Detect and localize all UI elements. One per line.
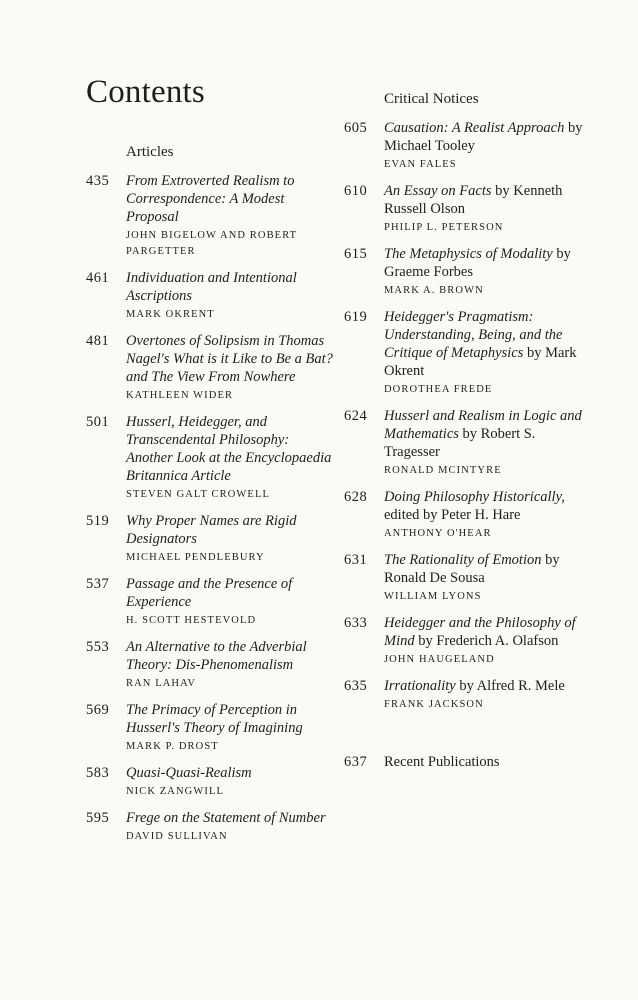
toc-entry[interactable] — [344, 677, 594, 713]
entry-author: WILLIAM LYONS — [384, 591, 482, 602]
book-author: edited by Peter H. Hare — [384, 507, 521, 523]
page-number: 637 — [344, 754, 368, 770]
entry-title — [384, 182, 594, 218]
entry-body — [384, 488, 594, 542]
notices-column — [344, 90, 594, 771]
article-title: Frege on the Statement of Number — [126, 810, 326, 826]
article-title: Individuation and Intentional Ascriptions — [126, 270, 297, 304]
entry-author: JOHN HAUGELAND — [384, 654, 495, 665]
article-title: Husserl, Heidegger, and Transcendental Philosophy: Another Look at the Encyclopaedia Britannica Article — [126, 414, 332, 484]
articles-heading: Articles — [126, 144, 174, 160]
page-number: 628 — [344, 489, 368, 505]
entry-body — [126, 269, 336, 323]
entry-author: RAN LAHAV — [126, 678, 197, 689]
book-author: by Robert S. Tragesser — [384, 426, 536, 460]
entry-title — [384, 614, 594, 650]
entry-title — [384, 407, 594, 461]
toc-entry[interactable] — [86, 269, 336, 323]
book-author: by Alfred R. Mele — [455, 678, 565, 694]
book-title: The Rationality of Emotion — [384, 552, 542, 568]
entry-author: FRANK JACKSON — [384, 699, 484, 710]
toc-entry[interactable] — [344, 488, 594, 542]
entry-body — [384, 308, 594, 398]
entry-body — [126, 172, 336, 260]
book-title: An Essay on Facts — [384, 183, 492, 199]
entry-title — [126, 809, 336, 827]
entry-title — [384, 245, 594, 281]
entry-author: MARK P. DROST — [126, 741, 219, 752]
page-number: 610 — [344, 183, 368, 199]
entry-body — [384, 119, 594, 173]
entry-author: EVAN FALES — [384, 159, 457, 170]
page-number: 595 — [86, 810, 110, 826]
entry-author: RONALD MCINTYRE — [384, 465, 502, 476]
page-number: 553 — [86, 639, 110, 655]
book-author: by Mark Okrent — [384, 345, 577, 379]
entry-body — [126, 575, 336, 629]
book-author: by Michael Tooley — [384, 120, 583, 154]
toc-entry[interactable] — [86, 575, 336, 629]
entry-author: DAVID SULLIVAN — [126, 831, 228, 842]
toc-entry[interactable] — [86, 512, 336, 566]
entry-author: ANTHONY O'HEAR — [384, 528, 492, 539]
entry-title — [126, 332, 336, 386]
page-number: 635 — [344, 678, 368, 694]
entry-author: MARK A. BROWN — [384, 285, 484, 296]
article-title: The Primacy of Perception in Husserl's Theory of Imagining — [126, 702, 303, 736]
entry-body — [384, 614, 594, 668]
article-title: Quasi-Quasi-Realism — [126, 765, 252, 781]
recent-publications-label: Recent Publications — [384, 754, 500, 770]
book-title: Heidegger's Pragmatism: Understanding, Being, and the Critique of Metaphysics — [384, 309, 563, 361]
page-number: 583 — [86, 765, 110, 781]
article-title: Overtones of Solipsism in Thomas Nagel's What is it Like to Be a Bat? and The View From Nowhere — [126, 333, 333, 385]
entry-body — [126, 332, 336, 404]
book-title: Irrationality — [384, 678, 456, 694]
book-title: Heidegger and the Philosophy of Mind — [384, 615, 576, 649]
toc-entry[interactable] — [344, 407, 594, 479]
toc-entry[interactable] — [344, 614, 594, 668]
articles-list — [86, 172, 336, 845]
entry-title — [126, 172, 336, 226]
recent-publications-entry[interactable] — [344, 753, 594, 771]
entry-title — [384, 488, 594, 524]
book-title: Causation: A Realist Approach — [384, 120, 565, 136]
entry-title — [384, 551, 594, 587]
article-title: An Alternative to the Adverbial Theory: Dis-Phenomenalism — [126, 639, 307, 673]
page-number: 633 — [344, 615, 368, 631]
entry-body — [126, 701, 336, 755]
toc-entry[interactable] — [86, 413, 336, 503]
entry-body — [126, 764, 336, 800]
entry-author: PHILIP L. PETERSON — [384, 222, 504, 233]
toc-entry[interactable] — [86, 638, 336, 692]
toc-entry[interactable] — [344, 308, 594, 398]
entry-title — [126, 701, 336, 737]
entry-body — [384, 551, 594, 605]
entry-body — [384, 677, 594, 713]
page-number: 481 — [86, 333, 110, 349]
book-author: by Graeme Forbes — [384, 246, 571, 280]
toc-entry[interactable] — [86, 701, 336, 755]
entry-title — [126, 413, 336, 485]
toc-entry[interactable] — [344, 182, 594, 236]
entry-body — [384, 245, 594, 299]
page-title: Contents — [86, 74, 205, 110]
entry-title — [126, 638, 336, 674]
entry-author: NICK ZANGWILL — [126, 786, 224, 797]
page-number: 615 — [344, 246, 368, 262]
page-number: 461 — [86, 270, 110, 286]
page-number: 624 — [344, 408, 368, 424]
page-number: 519 — [86, 513, 110, 529]
page-number: 501 — [86, 414, 110, 430]
page-number: 435 — [86, 173, 110, 189]
entry-title — [384, 119, 594, 155]
page-number: 619 — [344, 309, 368, 325]
notices-heading: Critical Notices — [384, 91, 479, 107]
entry-title — [126, 764, 336, 782]
toc-entry[interactable] — [86, 172, 336, 260]
book-title: Husserl and Realism in Logic and Mathematics — [384, 408, 582, 442]
article-title: Passage and the Presence of Experience — [126, 576, 293, 610]
entry-title — [126, 269, 336, 305]
toc-entry[interactable] — [344, 119, 594, 173]
article-title: Why Proper Names are Rigid Designators — [126, 513, 297, 547]
entry-title — [384, 677, 594, 695]
entry-author: KATHLEEN WIDER — [126, 390, 234, 401]
book-title: Doing Philosophy Historically, — [384, 489, 565, 505]
entry-body — [384, 182, 594, 236]
articles-column — [86, 143, 336, 854]
page-number: 569 — [86, 702, 110, 718]
book-author: by Frederich A. Olafson — [414, 633, 559, 649]
entry-author: MARK OKRENT — [126, 309, 215, 320]
notices-list — [344, 119, 594, 713]
toc-entry[interactable] — [86, 809, 336, 845]
toc-entry[interactable] — [86, 332, 336, 404]
page-number: 605 — [344, 120, 368, 136]
entry-title — [126, 575, 336, 611]
entry-body — [126, 638, 336, 692]
entry-body — [126, 413, 336, 503]
entry-title — [126, 512, 336, 548]
page-number: 631 — [344, 552, 368, 568]
entry-author: JOHN BIGELOW AND ROBERT PARGETTER — [126, 230, 297, 257]
page-number: 537 — [86, 576, 110, 592]
toc-entry[interactable] — [86, 764, 336, 800]
book-author: by Kenneth Russell Olson — [384, 183, 563, 217]
entry-author: STEVEN GALT CROWELL — [126, 489, 270, 500]
entry-title — [384, 308, 594, 380]
book-title: The Metaphysics of Modality — [384, 246, 553, 262]
article-title: From Extroverted Realism to Correspondence: A Modest Proposal — [126, 173, 295, 225]
entry-body — [126, 809, 336, 845]
entry-body — [126, 512, 336, 566]
entry-author: MICHAEL PENDLEBURY — [126, 552, 265, 563]
entry-author: H. SCOTT HESTEVOLD — [126, 615, 257, 626]
toc-entry[interactable] — [344, 245, 594, 299]
entry-body — [384, 407, 594, 479]
toc-entry[interactable] — [344, 551, 594, 605]
entry-author: DOROTHEA FREDE — [384, 384, 493, 395]
book-author: by Ronald De Sousa — [384, 552, 560, 586]
